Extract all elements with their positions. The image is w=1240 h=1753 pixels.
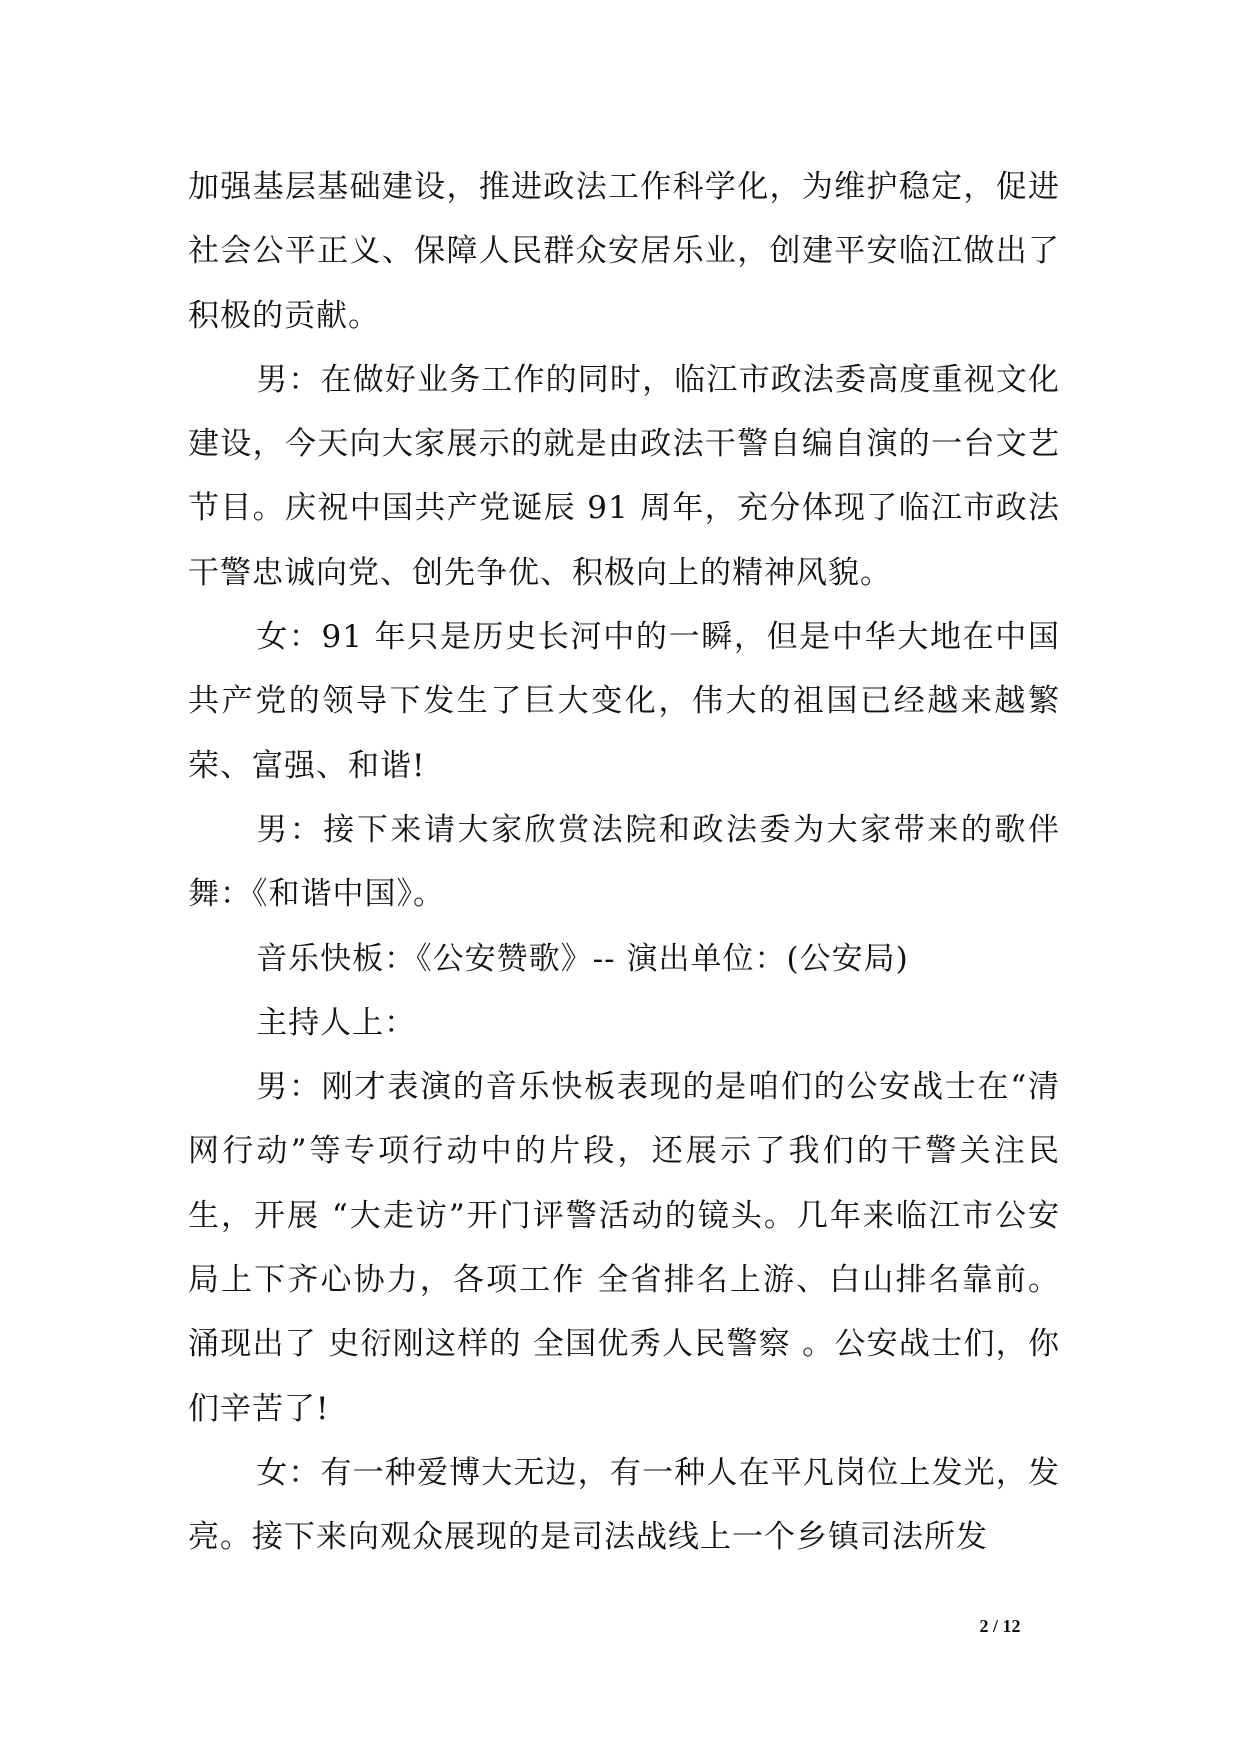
document-body: [188, 155, 1060, 1570]
paragraph-5: 音乐快板：《公安赞歌》-- 演出单位：(公安局): [256, 940, 909, 977]
paragraph-7: 男：刚才表演的音乐快板表现的是咱们的公安战士在“清网行动”等专项行动中的片段，还展示了我们的干警关注民生，开展 “大走访”开门评警活动的镜头。几年来临江市公安局上下齐心协力，各项工作 全省排名上游、白山排名靠前。 涌现出了 史衍刚这样的 全国优秀人民警察 。公安战士们，你们辛苦了!: [188, 1069, 1060, 1427]
paragraph-6: 主持人上：: [256, 1004, 417, 1041]
paragraph-4: 男：接下来请大家欣赏法院和政法委为大家带来的歌伴舞：《和谐中国》。: [188, 811, 1060, 913]
paragraph-2: 男：在做好业务工作的同时，临江市政法委高度重视文化建设，今天向大家展示的就是由政法干警自编自演的一台文艺节目。庆祝中国共产党诞辰 91 周年，充分体现了临江市政法干警忠诚向党、创先争优、积极向上的精神风貌。: [188, 361, 1060, 591]
paragraph-3: 女：91 年只是历史长河中的一瞬，但是中华大地在中国共产党的领导下发生了巨大变化，伟大的祖国已经越来越繁荣、富强、和谐!: [188, 619, 1060, 784]
page-number: 2 / 12: [979, 1616, 1021, 1636]
paragraph-1: 加强基层基础建设，推进政法工作科学化，为维护稳定，促进社会公平正义、保障人民群众安居乐业，创建平安临江做出了积极的贡献。: [188, 169, 1060, 334]
paragraph-8: 女：有一种爱博大无边，有一种人在平凡岗位上发光，发亮。接下来向观众展现的是司法战线上一个乡镇司法所发: [188, 1454, 1060, 1556]
